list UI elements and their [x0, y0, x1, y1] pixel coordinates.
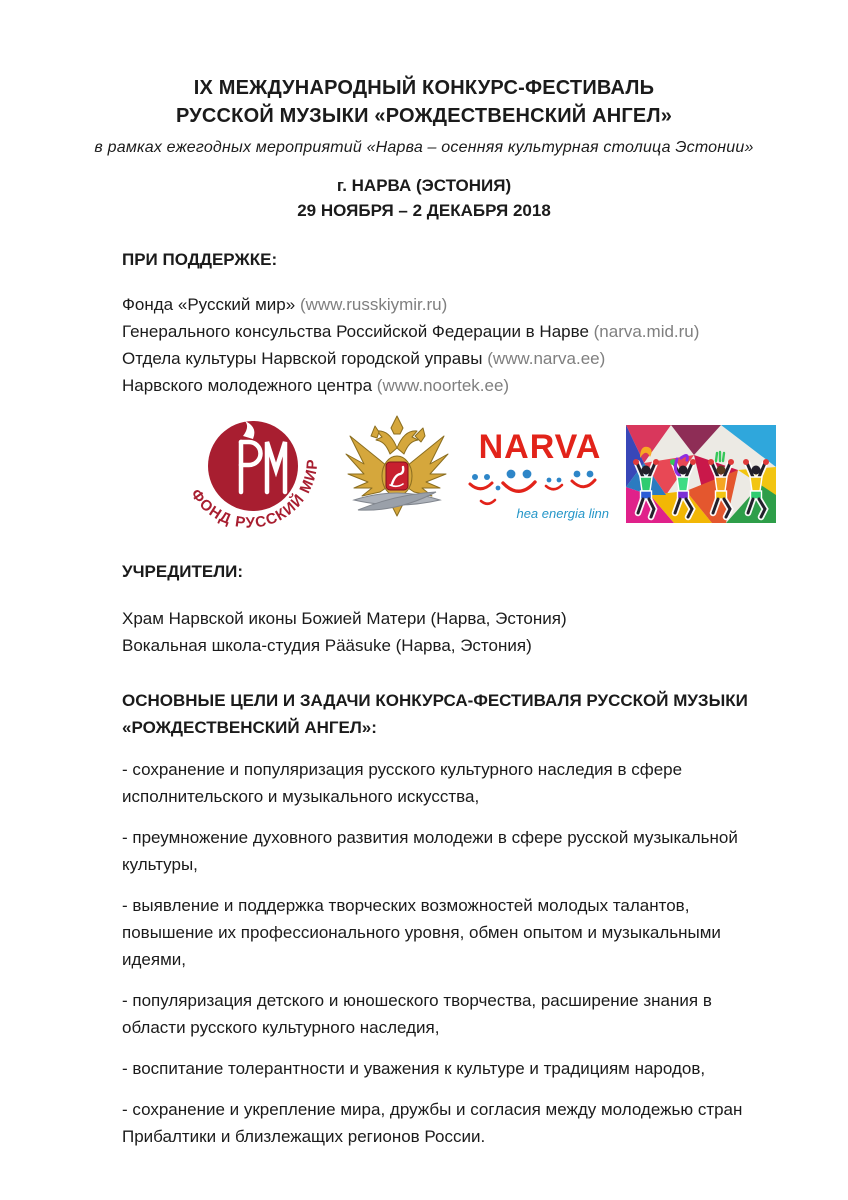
russkiy-mir-logo-icon — [183, 416, 329, 532]
russkiy-mir-arc-text: ФОНД РУССКИЙ МИР — [187, 457, 322, 532]
founders-list — [122, 605, 567, 659]
goals-heading: ОСНОВНЫЕ ЦЕЛИ И ЗАДАЧИ КОНКУРСА-ФЕСТИВАЛЯ РУССКОЙ МУЗЫКИ «РОЖДЕСТВЕНСКИЙ АНГЕЛ»: — [122, 691, 748, 737]
goal-item: - воспитание толерантности и уважения к культуре и традициям народов, — [122, 1059, 706, 1078]
founder-item: Храм Нарвской иконы Божией Матери (Нарва, Эстония) — [122, 609, 567, 628]
location: г. НАРВА (ЭСТОНИЯ) — [336, 176, 512, 195]
supporter-name: Генерального консульства Российской Федерации в Нарве — [122, 322, 594, 341]
founder-item: Вокальная школа-студия Pääsuke (Нарва, Эстония) — [122, 636, 532, 655]
narva-smileys — [470, 470, 595, 504]
narva-logo-icon — [465, 422, 615, 526]
supporter-name: Фонда «Русский мир» — [122, 295, 300, 314]
location-dates-block — [0, 173, 848, 223]
narva-wordmark: NARVA — [478, 428, 602, 466]
title-line-2: РУССКОЙ МУЗЫКИ «РОЖДЕСТВЕНСКИЙ АНГЕЛ» — [175, 105, 673, 127]
document-header — [0, 74, 848, 157]
narva-tagline: hea energia linn — [516, 506, 609, 521]
supporter-item — [122, 318, 699, 345]
supporter-url: (www.narva.ee) — [487, 349, 606, 368]
goal-item: - сохранение и укрепление мира, дружбы и согласия между молодежью стран Прибалтики и близлежащих регионов России. — [122, 1100, 743, 1146]
partner-logos-row — [183, 414, 739, 534]
goal-item: - преумножение духовного развития молодежи в сфере русской музыкальной культуры, — [122, 828, 738, 874]
supporter-item — [122, 291, 699, 318]
goal-item: - сохранение и популяризация русского культурного наследия в сфере исполнительского и музыкального искусства, — [122, 760, 683, 806]
eagle-shield — [386, 462, 408, 490]
subtitle: в рамках ежегодных мероприятий «Нарва – осенняя культурная столица Эстонии» — [94, 139, 754, 156]
goal-item: - популяризация детского и юношеского творчества, расширение знания в области русского культурного наследия, — [122, 991, 712, 1037]
supporters-list — [122, 291, 699, 399]
supporter-url: (www.russkiymir.ru) — [299, 295, 448, 314]
supporter-url: (narva.mid.ru) — [593, 322, 700, 341]
dancers-logo-icon — [626, 425, 776, 523]
dates: 29 НОЯБРЯ – 2 ДЕКАБРЯ 2018 — [297, 201, 551, 220]
supporter-name: Нарвского молодежного центра — [122, 376, 377, 395]
goal-item: - выявление и поддержка творческих возможностей молодых талантов, повышение их профессионального уровня, обмен опытом и музыкальными идеями, — [122, 896, 721, 969]
supporter-item — [122, 345, 699, 372]
supporter-item — [122, 372, 699, 399]
founders-heading: УЧРЕДИТЕЛИ: — [122, 562, 244, 581]
russia-emblem-icon — [340, 414, 454, 534]
support-heading: ПРИ ПОДДЕРЖКЕ: — [122, 250, 278, 269]
supporter-url: (www.noortek.ee) — [376, 376, 510, 395]
supporter-name: Отдела культуры Нарвской городской управы — [122, 349, 488, 368]
goals-list — [122, 756, 758, 1164]
title-line-1: IX МЕЖДУНАРОДНЫЙ КОНКУРС-ФЕСТИВАЛЬ — [193, 77, 655, 99]
